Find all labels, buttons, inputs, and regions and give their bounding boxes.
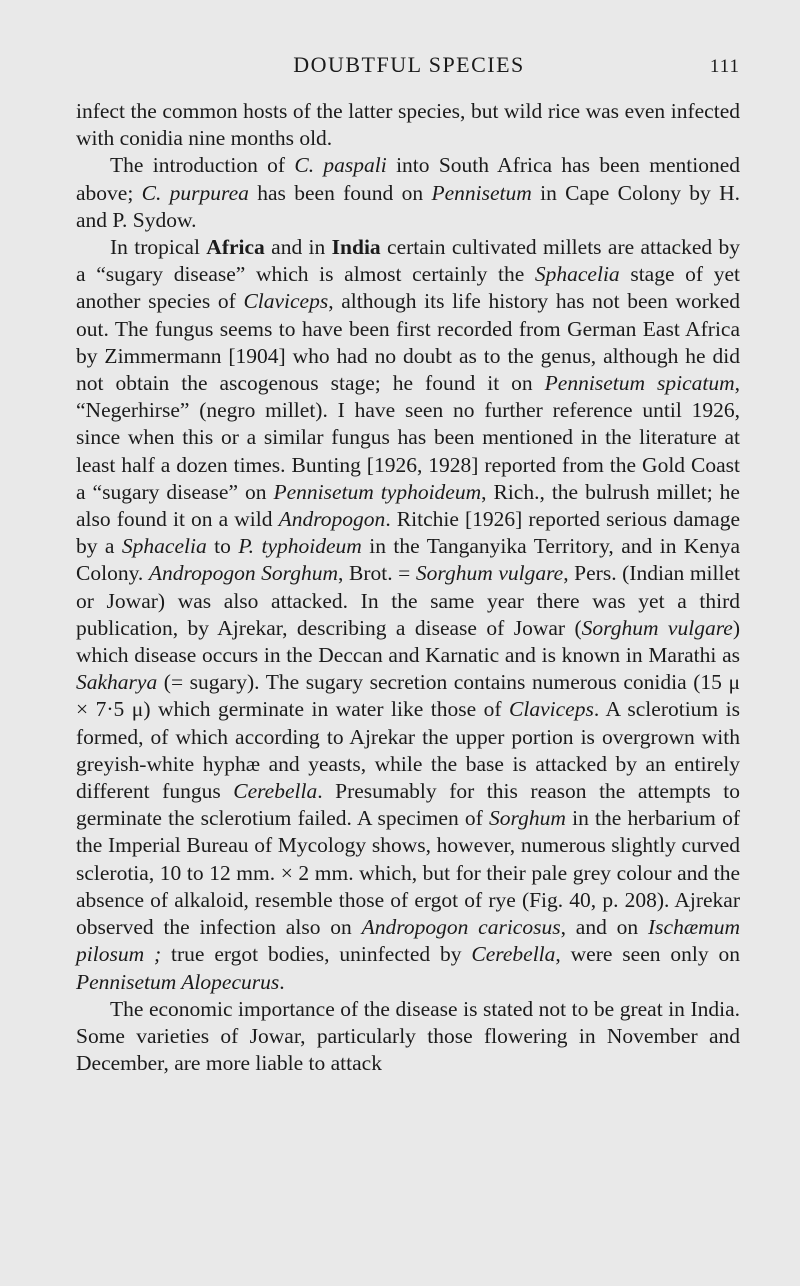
paragraph-2 [76,152,740,234]
text-run: infect the common hosts of the latter species, but wild rice was even infected with conidia nine months old. [76,99,740,151]
text-run: , Brot. = [338,561,416,586]
italic-term: C. purpurea [141,180,249,205]
italic-term: Pennisetum typhoideum [273,479,482,504]
text-run: . Presumably for this reason the attempts to germinate the sclerotium failed. A specimen of [76,779,740,831]
page-header [78,48,740,84]
italic-term: Andropogon caricosus [361,915,561,940]
text-run: In tropical [110,235,207,260]
italic-term: C. paspali [294,153,387,178]
bold-term: Africa [206,235,265,260]
text-run: , “Negerhirse” (negro millet). I have seen no further reference until 1926, since when this or a similar fungus has been mentioned in the literature at least half a dozen times. Bunting [1926, 1928] reported from the Gold Coast a “sugary disease” on [76,371,740,504]
text-run: . A sclerotium is formed, of which according to Ajrekar the upper portion is overgrown with greyish-white hyphæ and yeasts, while the base is attacked by an entirely different fungus [76,697,740,804]
text-run: and in [264,235,332,260]
paragraph-3 [76,234,740,996]
bold-term: India [331,235,381,260]
text-run: into South Africa has been mentioned above; [76,153,740,205]
text-run: certain cultivated millets are attacked by a “sugary disease” which is almost certainly the [76,235,740,287]
italic-term: Sorghum vulgare [581,615,733,640]
italic-term: Pennisetum spicatum [544,371,735,396]
text-run: in Cape Colony by H. and P. Sydow. [76,180,741,232]
italic-term: P. typhoideum [238,534,362,559]
text-run: stage of yet another species of [76,262,740,314]
text-run: , and on [560,915,649,940]
text-run: , Pers. (Indian millet or Jowar) was also attacked. In the same year there was yet a third publication, by Ajrekar, describing a disease of Jowar ( [76,561,740,640]
italic-term: Claviceps [243,289,329,314]
running-title: DOUBTFUL SPECIES [293,52,525,77]
page-number: 111 [709,56,740,77]
italic-term: Cerebella [233,779,318,804]
italic-term: Sorghum [489,806,566,831]
italic-term: Pennisetum Alopecurus [76,969,280,994]
text-run: in the herbarium of the Imperial Bureau of Mycology shows, however, numerous slightly curved sclerotia, 10 to 12 mm. × 2 mm. which, but for their pale grey colour and the absence of alkaloid, resemble those of ergot of rye (Fig. 40, p. 208). Ajrekar observed the infection also on [76,806,740,940]
italic-term: Andropogon Sorghum [148,561,339,586]
text-run: The introduction of [110,153,295,178]
text-run: has been found on [248,180,432,205]
text-run: to [206,534,239,559]
italic-term: Claviceps [509,697,594,722]
italic-term: Ischæmum pilosum ; [76,915,740,967]
text-run: ) which disease occurs in the Deccan and Karnatic and is known in Marathi as [76,615,740,668]
text-run: The economic importance of the disease is stated not to be great in India. Some varieties of Jowar, particularly those flowering in November and December, are more liable to attack [76,996,740,1076]
paragraph-1 [76,98,740,152]
italic-term: Sphacelia [534,262,620,287]
italic-term: Cerebella [471,942,556,967]
text-run: , Rich., the bulrush millet; he also found it on a wild [76,479,740,532]
italic-term: Sakharya [76,670,158,695]
italic-term: Pennisetum [431,180,532,205]
italic-term: Andropogon [278,507,386,532]
text-run: . Ritchie [1926] reported serious damage by a [76,507,740,559]
paragraph-4 [76,996,740,1078]
italic-term: Sphacelia [121,534,207,559]
text-run: . [279,969,285,994]
body-text [76,98,740,1077]
text-run: , were seen only on [555,942,740,967]
text-run: , although its life history has not been worked out. The fungus seems to have been first recorded from German East Africa by Zimmermann [1904] who had no doubt as to the genus, although he did not obtain the ascogenous stage; he found it on [76,289,740,396]
italic-term: Sorghum vulgare [415,561,564,586]
text-run: true ergot bodies, uninfected by [161,942,472,967]
text-run: (= sugary). The sugary secretion contains numerous conidia (15 μ × 7·5 μ) which germinate in water like those of [76,670,740,722]
text-run: in the Tanganyika Territory, and in Kenya Colony. [76,534,740,586]
